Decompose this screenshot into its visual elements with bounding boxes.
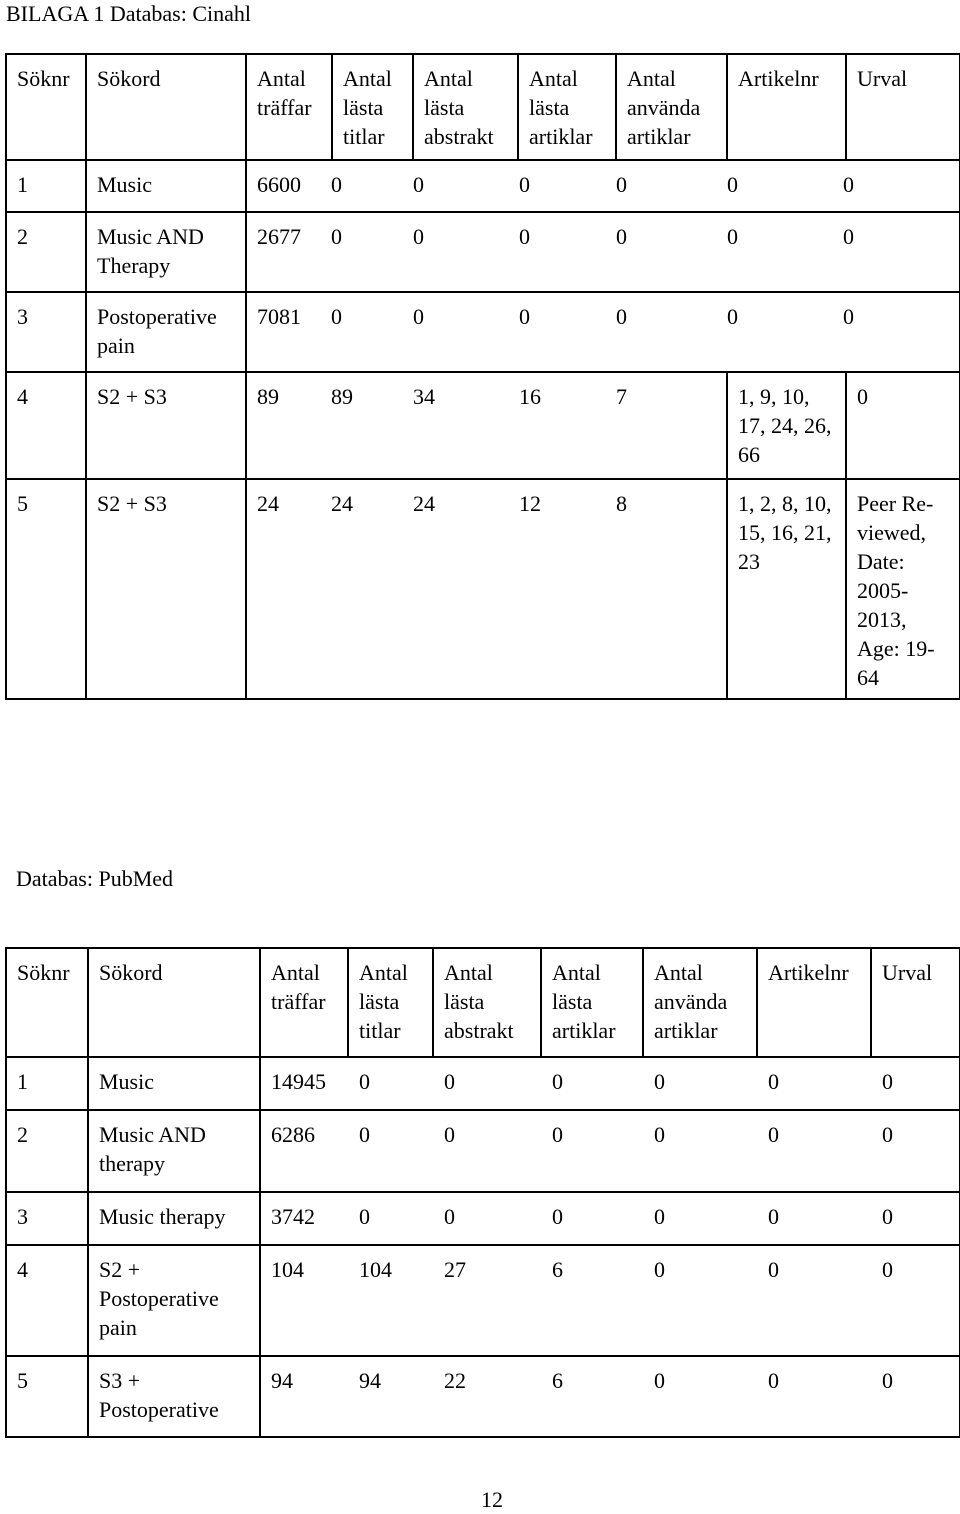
value-cell: 0 [768,1368,779,1393]
selection-criteria: 0 [846,372,960,479]
header-cell: Antal använda artiklar [616,54,727,160]
value-cell: 7081 [257,304,301,329]
value-cell: 0 [654,1368,665,1393]
header-cell: Antal använda artiklar [643,948,757,1057]
row-number: 4 [6,1245,88,1356]
value-cell: 14945 [271,1069,326,1094]
value-cell: 0 [727,304,738,329]
value-cell: 104 [271,1257,304,1282]
row-values [246,479,727,699]
pubmed-heading: Databas: PubMed [16,866,174,891]
value-cell: 22 [444,1368,466,1393]
value-cell: 0 [654,1069,665,1094]
value-cell: 12 [519,491,541,516]
row-number: 4 [6,372,86,479]
pubmed-search-table [5,947,960,1438]
value-cell: 3742 [271,1204,315,1229]
header-cell: Artikelnr [757,948,871,1057]
value-cell: 0 [331,172,342,197]
value-cell: 0 [552,1204,563,1229]
header-cell: Urval [846,54,960,160]
value-cell: 0 [331,304,342,329]
article-numbers: 1, 2, 8, 10, 15, 16, 21, 23 [727,479,846,699]
value-cell: 0 [768,1257,779,1282]
value-cell: 0 [444,1069,455,1094]
value-cell: 6 [552,1257,563,1282]
value-cell: 0 [843,224,854,249]
table-row [6,212,960,292]
header-cell: Urval [871,948,960,1057]
value-cell: 8 [616,491,627,516]
row-values [260,1057,960,1110]
value-cell: 24 [413,491,435,516]
header-cell: Antal träffar [246,54,332,160]
value-cell: 0 [654,1122,665,1147]
selection-criteria: Peer Re-viewed, Date: 2005-2013, Age: 19-64 [846,479,960,699]
search-term: Music AND Therapy [86,212,246,292]
row-number: 1 [6,1057,88,1110]
value-cell: 6286 [271,1122,315,1147]
row-values [246,292,960,372]
value-cell: 0 [413,304,424,329]
row-values [246,160,960,212]
table-header-row [6,948,960,1057]
value-cell: 0 [727,172,738,197]
header-cell: Antal träffar [260,948,348,1057]
value-cell: 0 [882,1257,893,1282]
table-row [6,1057,960,1110]
article-numbers: 1, 9, 10, 17, 24, 26, 66 [727,372,846,479]
value-cell: 34 [413,384,435,409]
value-cell: 0 [444,1204,455,1229]
value-cell: 6600 [257,172,301,197]
value-cell: 0 [882,1069,893,1094]
table-row [6,160,960,212]
value-cell: 0 [413,172,424,197]
table-row [6,1110,960,1192]
row-values [260,1245,960,1356]
value-cell: 0 [444,1122,455,1147]
value-cell: 94 [359,1368,381,1393]
header-cell: Artikelnr [727,54,846,160]
header-cell: Antal lästa titlar [348,948,433,1057]
table-row [6,292,960,372]
value-cell: 0 [519,304,530,329]
cinahl-search-table [5,53,960,700]
row-number: 5 [6,1356,88,1437]
value-cell: 0 [882,1204,893,1229]
row-number: 2 [6,212,86,292]
table-row [6,1192,960,1245]
value-cell: 7 [616,384,627,409]
value-cell: 0 [616,304,627,329]
value-cell: 0 [882,1368,893,1393]
value-cell: 0 [882,1122,893,1147]
header-cell: Söknr [6,54,86,160]
appendix-heading: BILAGA 1 Databas: Cinahl [6,1,252,26]
value-cell: 0 [727,224,738,249]
search-term: Music AND therapy [88,1110,260,1192]
value-cell: 0 [331,224,342,249]
value-cell: 0 [519,224,530,249]
row-values [246,212,960,292]
table-header-row [6,54,960,160]
value-cell: 0 [616,224,627,249]
search-term: S2 + S3 [86,372,246,479]
value-cell: 0 [552,1069,563,1094]
value-cell: 0 [359,1122,370,1147]
value-cell: 0 [768,1122,779,1147]
row-number: 1 [6,160,86,212]
header-cell: Sökord [86,54,246,160]
row-number: 3 [6,1192,88,1245]
header-cell: Antal lästa abstrakt [433,948,541,1057]
value-cell: 89 [331,384,353,409]
row-values [260,1356,960,1437]
header-cell: Antal lästa artiklar [518,54,616,160]
value-cell: 0 [519,172,530,197]
value-cell: 0 [768,1204,779,1229]
table-row [6,1356,960,1437]
value-cell: 89 [257,384,279,409]
table-row [6,372,960,479]
header-cell: Söknr [6,948,88,1057]
value-cell: 0 [654,1204,665,1229]
row-number: 5 [6,479,86,699]
value-cell: 0 [359,1069,370,1094]
header-cell: Antal lästa abstrakt [413,54,518,160]
search-term: Music therapy [88,1192,260,1245]
value-cell: 104 [359,1257,392,1282]
value-cell: 0 [413,224,424,249]
search-term: S2 + S3 [86,479,246,699]
search-term: Music [86,160,246,212]
value-cell: 0 [359,1204,370,1229]
row-values [246,372,727,479]
value-cell: 0 [616,172,627,197]
header-cell: Antal lästa titlar [332,54,413,160]
value-cell: 0 [843,304,854,329]
value-cell: 0 [552,1122,563,1147]
value-cell: 0 [843,172,854,197]
page-number: 12 [481,1487,503,1512]
value-cell: 24 [257,491,279,516]
value-cell: 24 [331,491,353,516]
value-cell: 94 [271,1368,293,1393]
table-row [6,1245,960,1356]
value-cell: 0 [768,1069,779,1094]
search-term: S3 + Postoperative [88,1356,260,1437]
table-row [6,479,960,699]
row-values [260,1110,960,1192]
row-number: 2 [6,1110,88,1192]
value-cell: 0 [654,1257,665,1282]
value-cell: 16 [519,384,541,409]
header-cell: Sökord [88,948,260,1057]
search-term: Postoperative pain [86,292,246,372]
value-cell: 2677 [257,224,301,249]
search-term: S2 + Postoperative pain [88,1245,260,1356]
value-cell: 6 [552,1368,563,1393]
header-cell: Antal lästa artiklar [541,948,643,1057]
value-cell: 27 [444,1257,466,1282]
row-number: 3 [6,292,86,372]
row-values [260,1192,960,1245]
search-term: Music [88,1057,260,1110]
